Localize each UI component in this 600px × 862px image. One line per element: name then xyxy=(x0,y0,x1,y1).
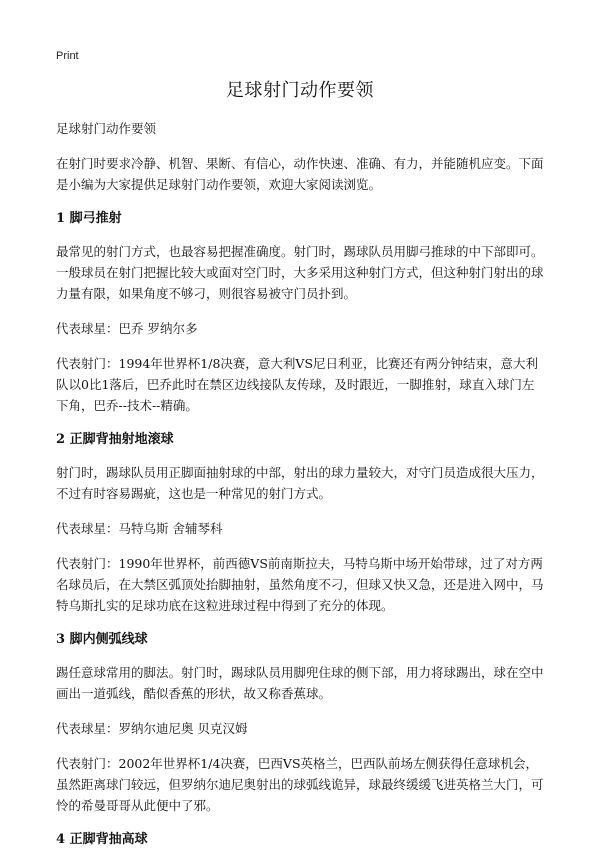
section-heading: 1 脚弓推射 xyxy=(56,211,122,226)
representative-player: 代表球星：巴乔 罗纳尔多 xyxy=(56,321,198,336)
print-label: Print xyxy=(56,50,79,62)
section-description: 踢任意球常用的脚法。射门时，踢球队员用脚兜住球的侧下部，用力将球踢出，球在空中画出一道弧线，酷似香蕉的形状，故又称香蕉球。 xyxy=(56,665,544,701)
representative-shot: 代表射门：1994年世界杯1/8决赛，意大利VS尼日利亚，比赛还有两分钟结束，意大利队以0比1落后，巴乔此时在禁区边线接队友传球，及时跟近，一脚推射，球直入球门左下角，巴乔--技术--精确。 xyxy=(56,356,539,413)
page-title: 足球射门动作要领 xyxy=(226,80,374,101)
representative-shot: 代表射门：1990年世界杯，前西德VS前南斯拉夫，马特乌斯中场开始带球，过了对方两名球员后，在大禁区弧顶处抬脚抽射，虽然角度不刁，但球又快又急，还是进入网中，马特乌斯扎实的足球功底在这粒进球过程中得到了充分的体现。 xyxy=(56,556,544,613)
article-intro: 在射门时要求冷静、机智、果断、有信心，动作快速、准确、有力，并能随机应变。下面是小编为大家提供足球射门动作要领，欢迎大家阅读浏览。 xyxy=(56,156,544,192)
representative-player: 代表球星：罗纳尔迪尼奥 贝克汉姆 xyxy=(56,721,248,736)
representative-shot: 代表射门：2002年世界杯1/4决赛，巴西VS英格兰，巴西队前场左侧获得任意球机会，虽然距离球门较远，但罗纳尔迪尼奥射出的球弧线诡异，球最终缓缓飞进英格兰大门，可怜的希曼哥哥从此便中了邪。 xyxy=(56,756,544,813)
section-heading: 2 正脚背抽射地滚球 xyxy=(56,432,174,447)
section-1 xyxy=(56,209,546,416)
section-description: 最常见的射门方式，也最容易把握准确度。射门时，踢球队员用脚弓推球的中下部即可。一般球员在射门把握比较大或面对空门时，大多采用这种射门方式，但这种射门射出的球力量有限，如果角度不够刁，则很容易被守门员扑到。 xyxy=(56,244,544,301)
article-body xyxy=(56,118,546,862)
section-description: 射门时，踢球队员用正脚面抽射球的中部，射出的球力量较大，对守门员造成很大压力，不过有时容易踢疵，这也是一种常见的射门方式。 xyxy=(56,465,544,501)
section-4 xyxy=(56,830,546,850)
section-heading: 3 脚内侧弧线球 xyxy=(56,632,148,647)
section-3 xyxy=(56,630,546,816)
article-subtitle: 足球射门动作要领 xyxy=(56,121,157,136)
representative-player: 代表球星：马特乌斯 舍辅琴科 xyxy=(56,521,223,536)
section-2 xyxy=(56,430,546,616)
section-heading: 4 正脚背抽高球 xyxy=(56,832,148,847)
